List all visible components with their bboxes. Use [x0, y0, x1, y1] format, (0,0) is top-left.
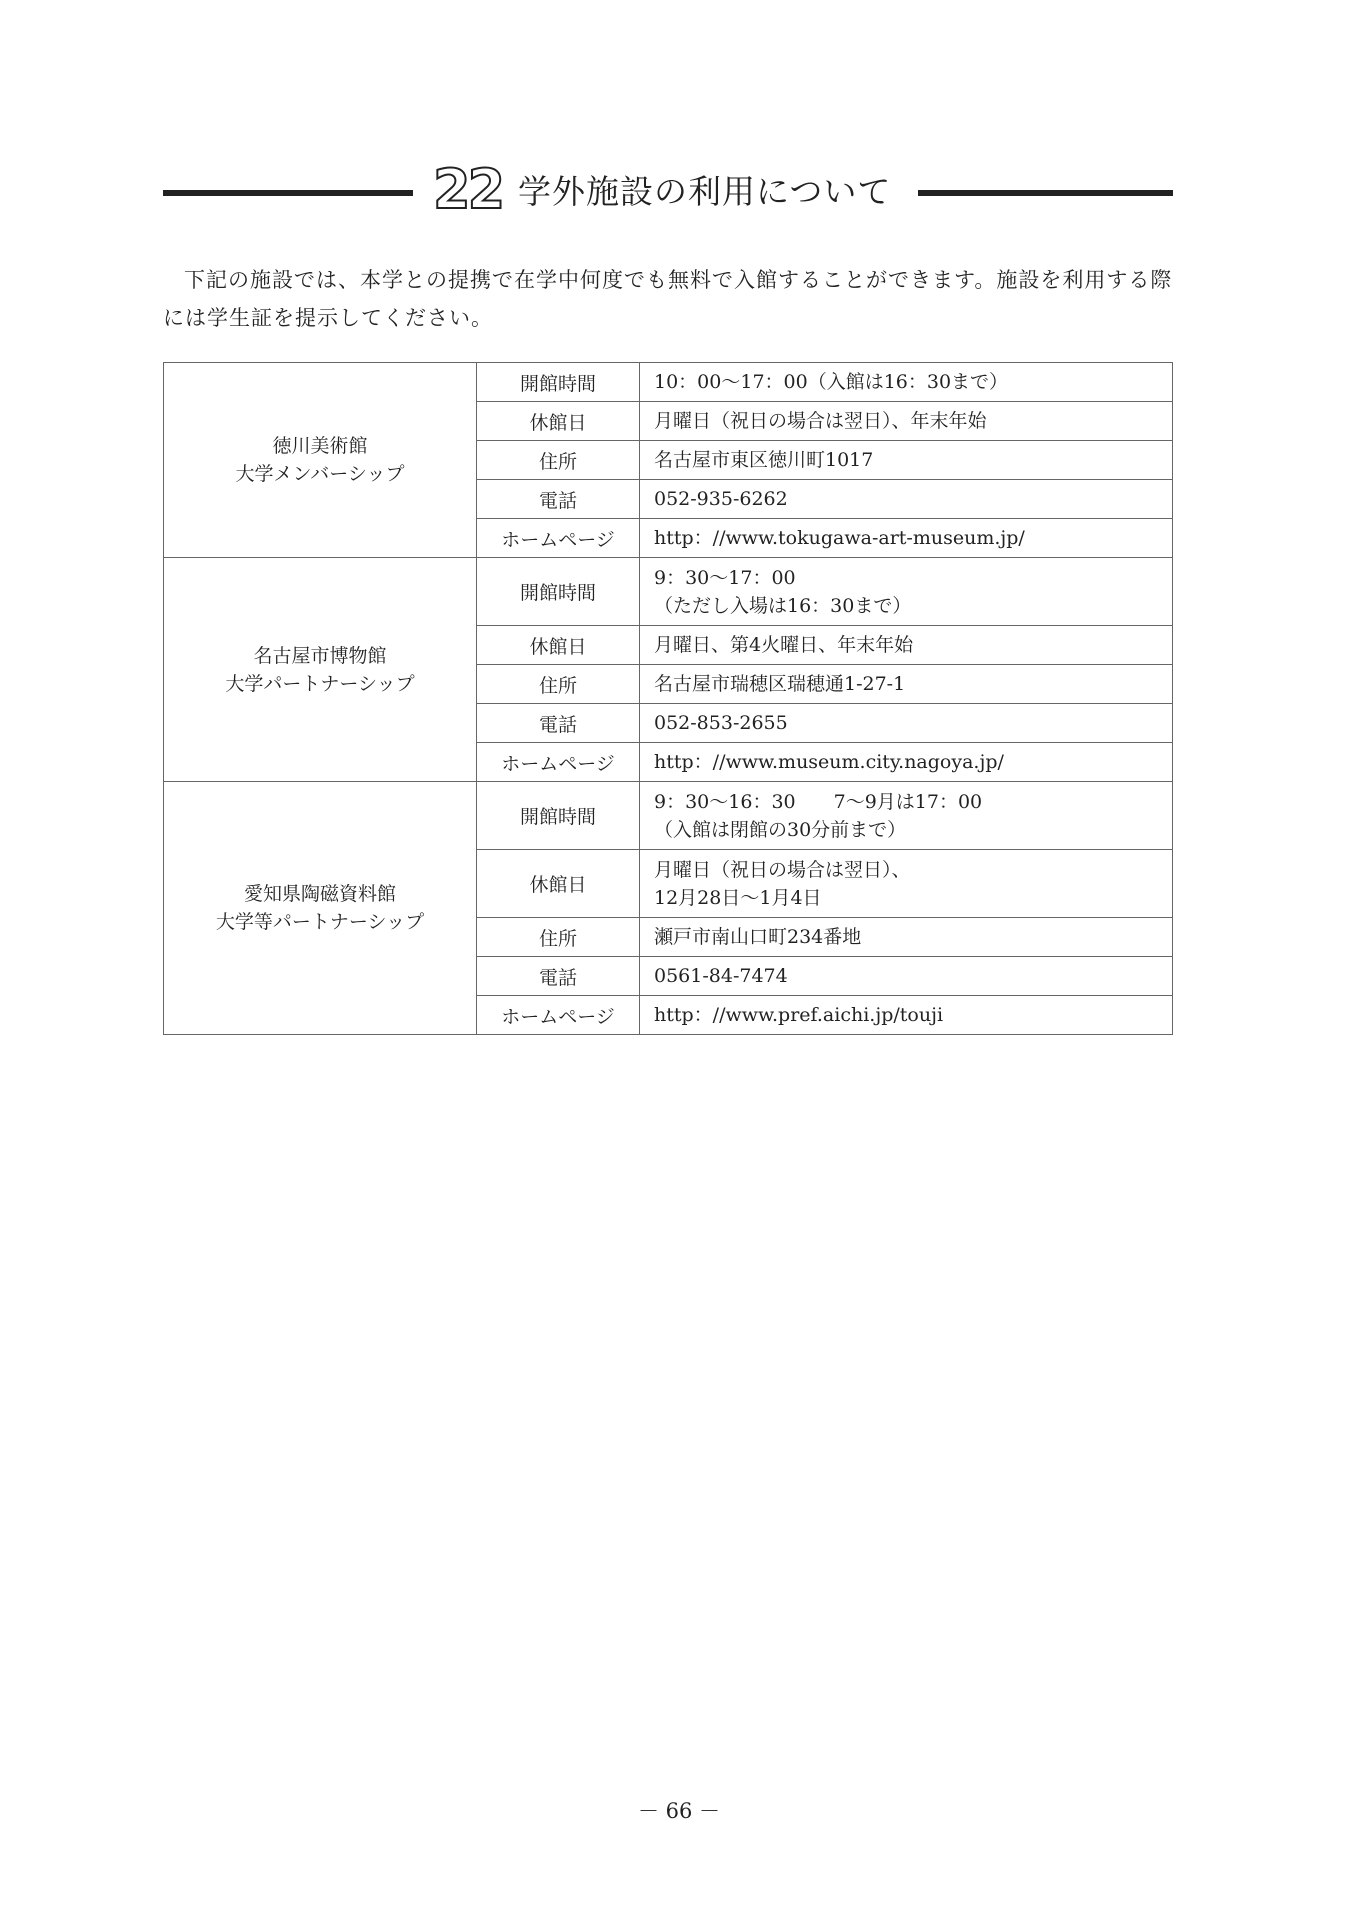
facility-name-cell: [164, 558, 477, 782]
row-value: 052-935-6262: [640, 480, 1173, 519]
row-value: 052-853-2655: [640, 704, 1173, 743]
row-label: 電話: [477, 957, 640, 996]
row-label: ホームページ: [477, 519, 640, 558]
row-value: 10：00〜17：00（入館は16：30まで）: [640, 363, 1173, 402]
row-label: 休館日: [477, 850, 640, 918]
homepage-link[interactable]: http：//www.pref.aichi.jp/touji: [640, 996, 1173, 1035]
row-label: 開館時間: [477, 782, 640, 850]
row-label: 住所: [477, 665, 640, 704]
facility-program: 大学パートナーシップ: [225, 672, 415, 695]
facility-name-cell: [164, 363, 477, 558]
heading-rule-left: [163, 190, 413, 196]
row-label: 開館時間: [477, 363, 640, 402]
row-label: 開館時間: [477, 558, 640, 626]
page-number: － 66 －: [637, 1799, 721, 1823]
heading-rule-right: [918, 190, 1173, 196]
section-heading: [163, 158, 1173, 228]
section-title: 学外施設の利用について: [518, 172, 892, 211]
row-label: ホームページ: [477, 743, 640, 782]
row-value: 9：30〜16：30 7〜9月は17：00 （入館は閉館の30分前まで）: [640, 782, 1173, 850]
row-label: 休館日: [477, 626, 640, 665]
facility-name: 名古屋市博物館: [253, 644, 387, 667]
row-value: 月曜日（祝日の場合は翌日）、年末年始: [640, 402, 1173, 441]
table-row: [164, 782, 1173, 850]
row-label: 住所: [477, 441, 640, 480]
table-row: [164, 363, 1173, 402]
table-row: [164, 558, 1173, 626]
facility-name: 徳川美術館: [272, 435, 368, 457]
row-label: 電話: [477, 480, 640, 519]
section-number: 22: [433, 158, 503, 221]
row-value: 瀬戸市南山口町234番地: [640, 918, 1173, 957]
row-value: 月曜日、第4火曜日、年末年始: [640, 626, 1173, 665]
row-value: 9：30〜17：00 （ただし入場は16：30まで）: [640, 558, 1173, 626]
row-label: ホームページ: [477, 996, 640, 1035]
facilities-table: [163, 362, 1173, 1035]
row-value: 名古屋市東区徳川町1017: [640, 441, 1173, 480]
row-label: 休館日: [477, 402, 640, 441]
facility-program: 大学メンバーシップ: [235, 463, 405, 485]
row-value: 0561-84-7474: [640, 957, 1173, 996]
homepage-link[interactable]: http：//www.tokugawa-art-museum.jp/: [640, 519, 1173, 558]
homepage-link[interactable]: http：//www.museum.city.nagoya.jp/: [640, 743, 1173, 782]
facility-name-cell: [164, 782, 477, 1035]
row-label: 住所: [477, 918, 640, 957]
facility-program: 大学等パートナーシップ: [215, 911, 425, 933]
facility-name: 愛知県陶磁資料館: [243, 883, 396, 905]
intro-paragraph: 下記の施設では、本学との提携で在学中何度でも無料で入館することができます。施設を利用する際には学生証を提示してください。: [163, 268, 1173, 330]
row-label: 電話: [477, 704, 640, 743]
row-value: 名古屋市瑞穂区瑞穂通1-27-1: [640, 665, 1173, 704]
row-value: 月曜日（祝日の場合は翌日）、 12月28日〜1月4日: [640, 850, 1173, 918]
